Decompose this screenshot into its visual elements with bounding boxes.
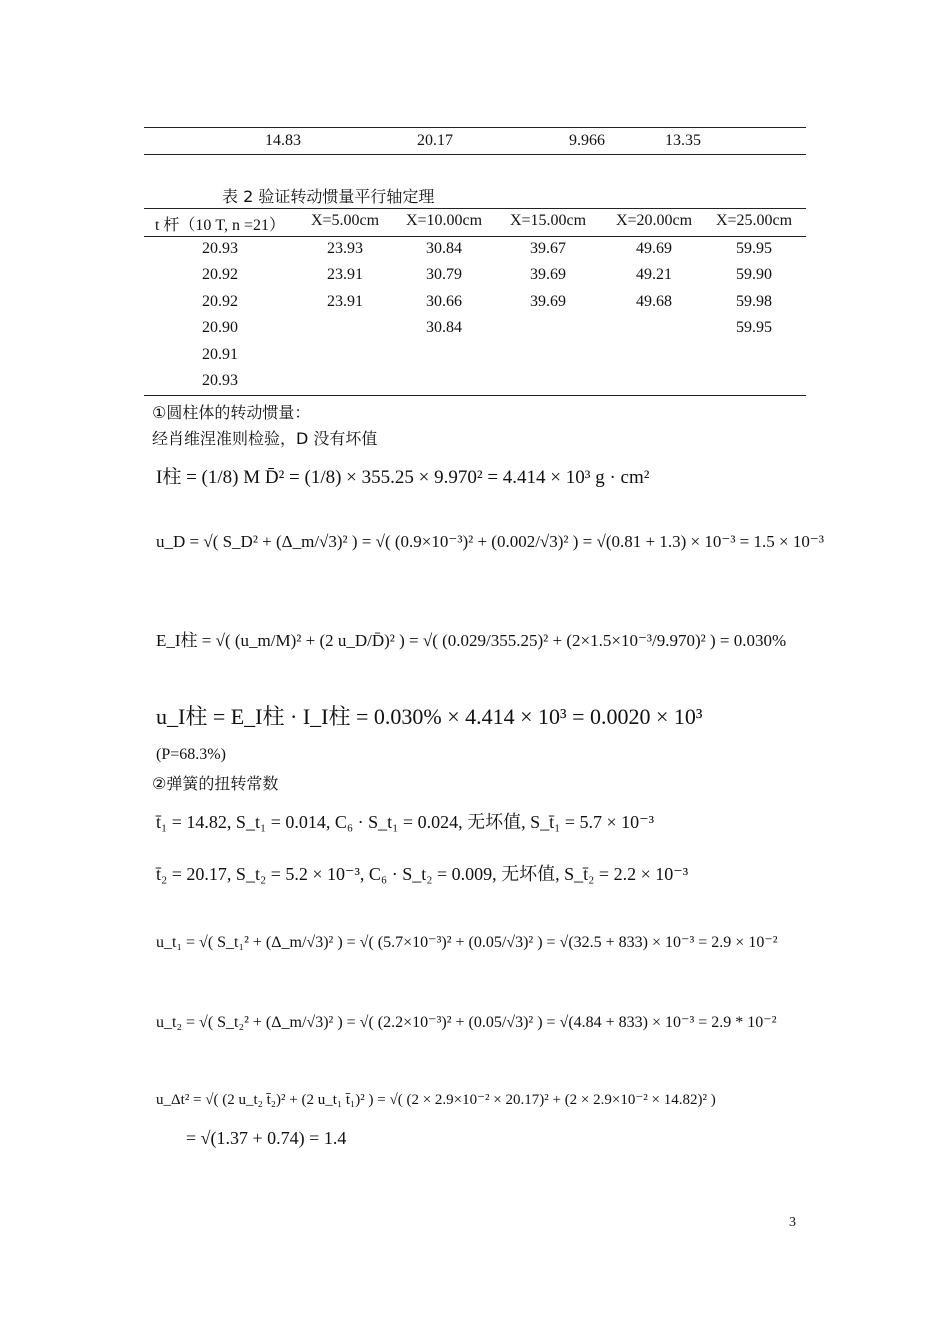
table2-cell: 23.91 bbox=[327, 266, 363, 284]
equation-ut1: u_t₁ = √( S_t₁² + (Δ_m/√3)² ) = √( (5.7×10⁻³)² + (0.05/√3)² ) = √(32.5 + 833) × 10⁻³ = 2.9 × 10⁻² bbox=[156, 934, 778, 951]
probability-note: (P=68.3%) bbox=[156, 746, 226, 763]
table2-cell: 30.79 bbox=[426, 266, 462, 284]
table2-header-cell: X=20.00cm bbox=[615, 212, 693, 229]
table2-cell: 30.84 bbox=[426, 319, 462, 337]
section1-title: ①圆柱体的转动惯量： bbox=[152, 403, 311, 422]
table1-cell: 9.966 bbox=[569, 132, 605, 149]
table2-header-cell: X=15.00cm bbox=[509, 212, 587, 229]
table2-cell: 20.93 bbox=[202, 240, 238, 257]
table2-caption: 表 2 验证转动惯量平行轴定理 bbox=[222, 187, 435, 206]
equation-u-delta-t: u_Δt² = √( (2 u_t₂ t̄₂)² + (2 u_t₁ t̄₁)² ) = √( (2 × 2.9×10⁻² × 20.17)² + (2 × 2.9×10⁻² × 14.82)² ) bbox=[156, 1092, 716, 1108]
table2-cell: 59.90 bbox=[736, 266, 772, 284]
table2-cell: 39.69 bbox=[530, 292, 566, 310]
table2-cell: 20.90 bbox=[202, 319, 238, 337]
table2-cell: 30.66 bbox=[426, 292, 462, 310]
equation-uD: u_D = √( S_D² + (Δ_m/√3)² ) = √( (0.9×10⁻³)² + (0.002/√3)² ) = √(0.81 + 1.3) × 10⁻³ = 1.5 × 10⁻³ bbox=[156, 532, 824, 551]
section1-note: 经肖维涅准则检验，D 没有坏值 bbox=[152, 429, 378, 448]
table2-top-rule bbox=[144, 208, 806, 209]
table2-cell: 49.69 bbox=[636, 240, 672, 257]
section2-title: ②弹簧的扭转常数 bbox=[152, 774, 279, 793]
table1-top-rule bbox=[144, 127, 806, 128]
table2-cell: 20.92 bbox=[202, 292, 238, 310]
table2-cell: 39.67 bbox=[530, 240, 566, 257]
table2-header-cell: X=5.00cm bbox=[310, 212, 380, 229]
table2-cell: 23.91 bbox=[327, 292, 363, 310]
table2-cell: 59.98 bbox=[736, 292, 772, 310]
table2-cell: 20.91 bbox=[202, 345, 238, 363]
table2-header-cell: X=10.00cm bbox=[405, 212, 483, 229]
equation-t2-stats: t̄₂ = 20.17, S_t₂ = 5.2 × 10⁻³, C₆ · S_t₂ = 0.009, 无坏值, S_t̄₂ = 2.2 × 10⁻³ bbox=[156, 864, 689, 884]
equation-u-inertia: u_I柱 = E_I柱 · I_I柱 = 0.030% × 4.414 × 10³ = 0.0020 × 10³ bbox=[156, 704, 703, 729]
table2-header-cell: t 杆（10 T, n =21） bbox=[154, 217, 286, 234]
table1-cell: 20.17 bbox=[417, 132, 453, 149]
table2-cell: 30.84 bbox=[426, 240, 462, 257]
table2-cell: 59.95 bbox=[736, 319, 772, 337]
equation-t1-stats: t̄₁ = 14.82, S_t₁ = 0.014, C₆ · S_t₁ = 0.024, 无坏值, S_t̄₁ = 5.7 × 10⁻³ bbox=[156, 812, 655, 832]
page-number: 3 bbox=[789, 1215, 796, 1230]
table1-bottom-rule bbox=[144, 154, 806, 155]
table2-cell: 59.95 bbox=[736, 240, 772, 257]
table2-cell: 49.21 bbox=[636, 266, 672, 284]
equation-relative-error: E_I柱 = √( (u_m/M)² + (2 u_D/D̄)² ) = √( (0.029/355.25)² + (2×1.5×10⁻³/9.970)² ) = 0.030% bbox=[156, 631, 787, 650]
table1-cell: 14.83 bbox=[265, 132, 301, 149]
table2-cell: 39.69 bbox=[530, 266, 566, 284]
table2-header-cell: X=25.00cm bbox=[715, 212, 793, 229]
equation-ut2: u_t₂ = √( S_t₂² + (Δ_m/√3)² ) = √( (2.2×10⁻³)² + (0.05/√3)² ) = √(4.84 + 833) × 10⁻³ = 2.9 * 10⁻² bbox=[156, 1014, 777, 1031]
table2-cell: 49.68 bbox=[636, 292, 672, 310]
table2-cell: 23.93 bbox=[327, 240, 363, 257]
table2-cell: 20.93 bbox=[202, 372, 238, 389]
table1-cell: 13.35 bbox=[665, 132, 701, 149]
equation-moment-inertia: I柱 = (1/8) M D̄² = (1/8) × 355.25 × 9.970² = 4.414 × 10³ g · cm² bbox=[156, 467, 650, 488]
table2-bottom-rule bbox=[144, 395, 806, 396]
table2-cell: 20.92 bbox=[202, 266, 238, 284]
table2-header-rule bbox=[144, 236, 806, 237]
equation-u-delta-t-result: = √(1.37 + 0.74) = 1.4 bbox=[186, 1128, 347, 1148]
